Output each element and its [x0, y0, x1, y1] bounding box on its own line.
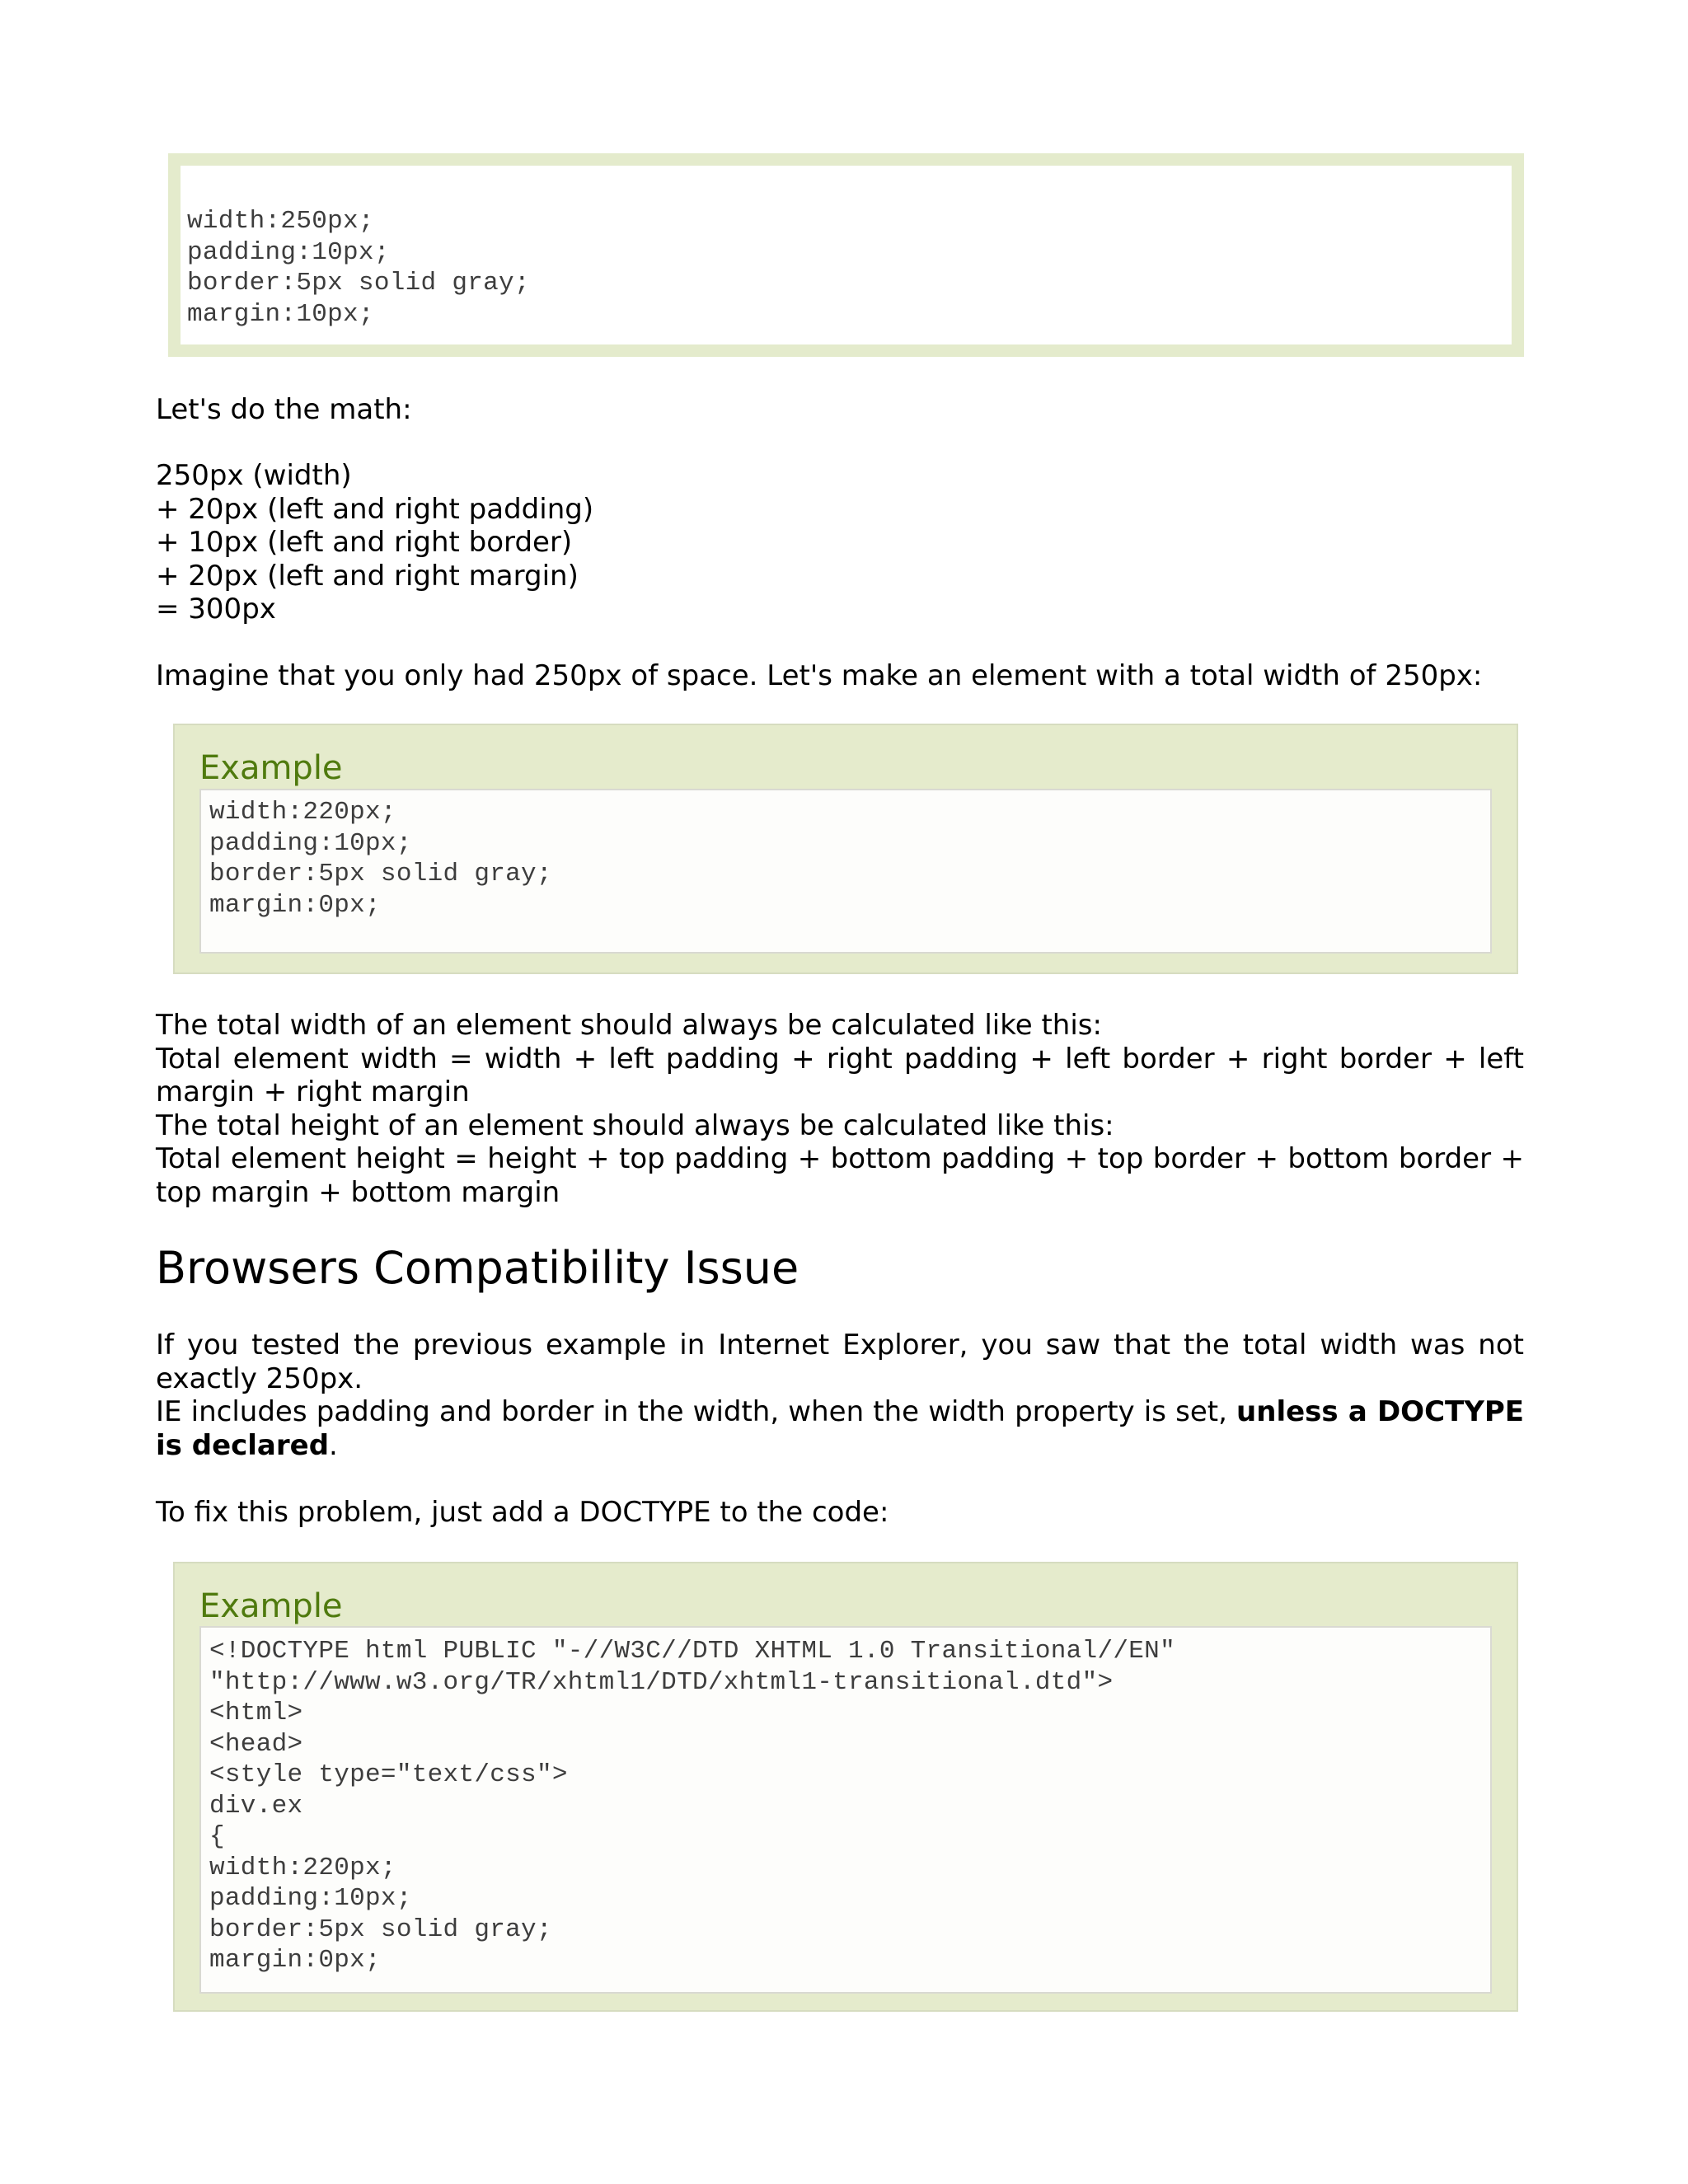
code-line: border:5px solid gray; — [209, 1915, 552, 1944]
code-block — [209, 1636, 1175, 1976]
width-intro: The total width of an element should always be calculated like this: — [156, 1009, 1102, 1042]
height-intro: The total height of an element should always be calculated like this: — [156, 1108, 1114, 1142]
code-block — [187, 206, 530, 330]
example-box — [173, 1562, 1518, 2012]
width-formula: Total element width = width + left padding + right padding + left border + right border + left margin + right margin — [156, 1042, 1524, 1108]
code-block — [209, 797, 552, 921]
code-line: padding:10px; — [209, 828, 412, 858]
code-line: border:5px solid gray; — [187, 269, 530, 298]
code-line: margin:0px; — [209, 890, 381, 920]
math-intro: Let's do the math: — [156, 393, 412, 426]
example-title: Example — [199, 749, 343, 787]
math-line: + 20px (left and right margin) — [156, 559, 579, 593]
section-heading: Browsers Compatibility Issue — [156, 1242, 799, 1294]
doctype-text: IE includes padding and border in the width, when the width property is set, — [156, 1395, 1237, 1428]
doctype-paragraph — [156, 1395, 1524, 1462]
code-line: width:220px; — [209, 798, 396, 827]
math-line: + 20px (left and right padding) — [156, 492, 594, 526]
doctype-bold-text: unless a DOCTYPE is declared — [156, 1395, 1524, 1462]
code-line: <!DOCTYPE html PUBLIC "-//W3C//DTD XHTML 1.0 Transitional//EN" — [209, 1637, 1175, 1666]
code-box — [168, 153, 1524, 357]
code-line: <html> — [209, 1699, 303, 1727]
math-line: 250px (width) — [156, 459, 352, 492]
code-line: <head> — [209, 1729, 303, 1759]
formula-block — [156, 1009, 1524, 1209]
code-line: "http://www.w3.org/TR/xhtml1/DTD/xhtml1-transitional.dtd"> — [209, 1667, 1114, 1697]
example-code-panel — [199, 789, 1492, 954]
example-code-panel — [199, 1626, 1492, 1994]
math-lines — [156, 459, 1524, 626]
code-line: padding:10px; — [209, 1884, 412, 1913]
code-line: { — [209, 1822, 225, 1851]
code-line: width:220px; — [209, 1853, 396, 1882]
math-line: + 10px (left and right border) — [156, 526, 573, 559]
code-line: border:5px solid gray; — [209, 860, 552, 888]
imagine-paragraph: Imagine that you only had 250px of space. Let's make an element with a total width of 250px: — [156, 659, 1483, 692]
code-line: padding:10px; — [187, 237, 390, 267]
example-box — [173, 724, 1518, 974]
math-line: = 300px — [156, 593, 276, 626]
code-line: <style type="text/css"> — [209, 1760, 568, 1789]
ie-paragraph: If you tested the previous example in Internet Explorer, you saw that the total width was not exactly 250px. — [156, 1329, 1524, 1395]
code-line: margin:10px; — [187, 299, 374, 329]
code-line: margin:0px; — [209, 1946, 381, 1975]
fix-paragraph: To fix this problem, just add a DOCTYPE to the code: — [156, 1496, 889, 1529]
height-formula: Total element height = height + top padding + bottom padding + top border + bottom border + top margin + bottom margin — [156, 1142, 1524, 1209]
code-line: div.ex — [209, 1791, 303, 1821]
example-title: Example — [199, 1587, 343, 1625]
doctype-period: . — [329, 1428, 338, 1462]
code-line: width:250px; — [187, 207, 374, 236]
